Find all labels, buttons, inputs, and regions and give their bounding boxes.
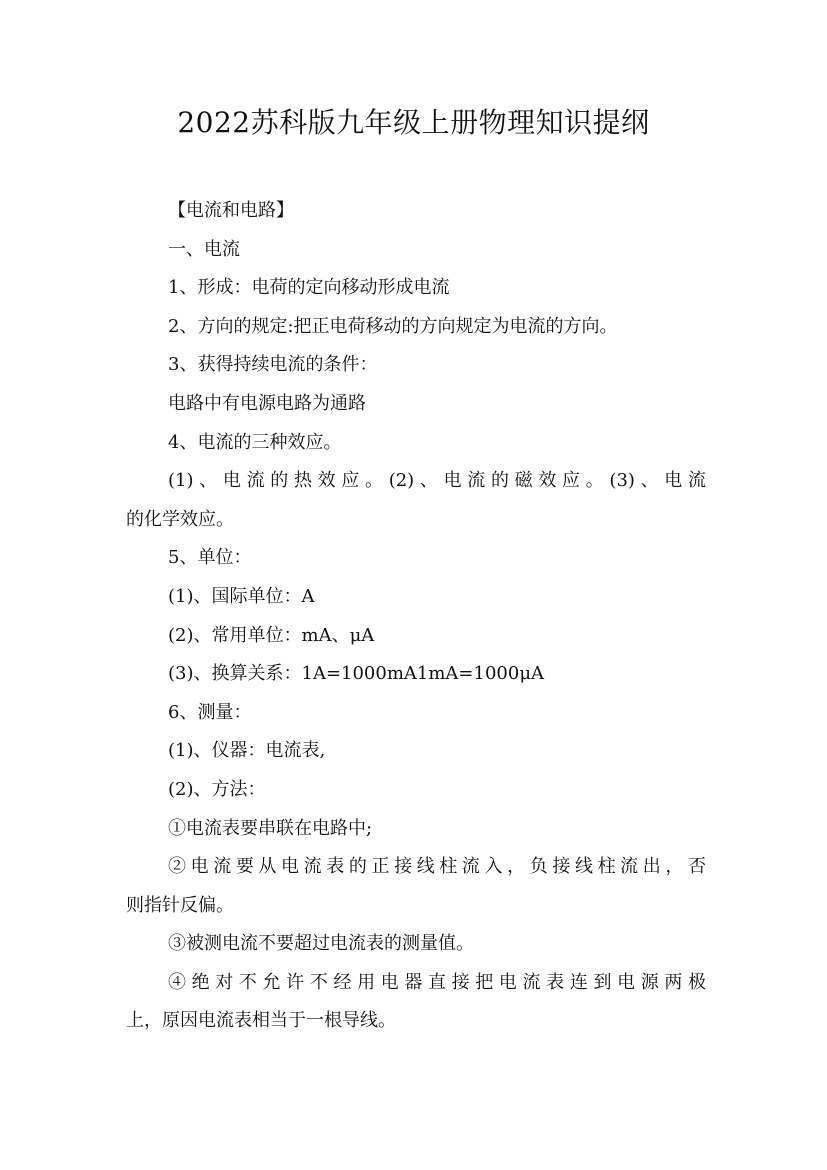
text-line-effect-list-continuation: 的化学效应。	[126, 508, 234, 530]
document-title: 2022苏科版九年级上册物理知识提纲	[177, 106, 650, 139]
text-line-circuit-condition: 电路中有电源电路为通路	[168, 392, 366, 414]
text-line-method-2: ②电流要从电流表的正接线柱流入，负接线柱流出，否	[168, 856, 706, 878]
text-line-method-1: ①电流表要串联在电路中;	[168, 817, 373, 839]
text-line-conversion: (3)、换算关系：1A=1000mA1mA=1000μA	[168, 663, 545, 685]
text-line-si-unit: (1)、国际单位：A	[168, 585, 315, 607]
text-line-direction: 2、方向的规定:把正电荷移动的方向规定为电流的方向。	[168, 315, 618, 337]
text-line-instrument: (1)、仪器：电流表,	[168, 740, 326, 762]
text-line-method: (2)、方法：	[168, 778, 266, 800]
text-line-continuous-current: 3、获得持续电流的条件：	[168, 354, 378, 376]
subsection-heading-current: 一、电流	[168, 238, 240, 260]
text-line-measurement: 6、测量：	[168, 701, 252, 723]
text-line-method-2-continuation: 则指针反偏。	[126, 894, 234, 916]
text-line-common-units: (2)、常用单位：mA、μA	[168, 624, 375, 646]
text-line-effects: 4、电流的三种效应。	[168, 431, 342, 453]
text-line-method-3: ③被测电流不要超过电流表的测量值。	[168, 933, 474, 955]
text-line-units: 5、单位：	[168, 547, 252, 569]
text-line-effect-list: (1)、电流的热效应。(2)、电流的磁效应。(3)、电流	[168, 470, 706, 492]
text-line-method-4-continuation: 上，原因电流表相当于一根导线。	[126, 1010, 396, 1032]
text-line-formation: 1、形成：电荷的定向移动形成电流	[168, 277, 450, 299]
text-line-method-4: ④绝对不允许不经用电器直接把电流表连到电源两极	[168, 971, 706, 993]
document-body	[126, 192, 706, 1041]
section-heading-current-circuit: 【电流和电路】	[168, 200, 294, 221]
